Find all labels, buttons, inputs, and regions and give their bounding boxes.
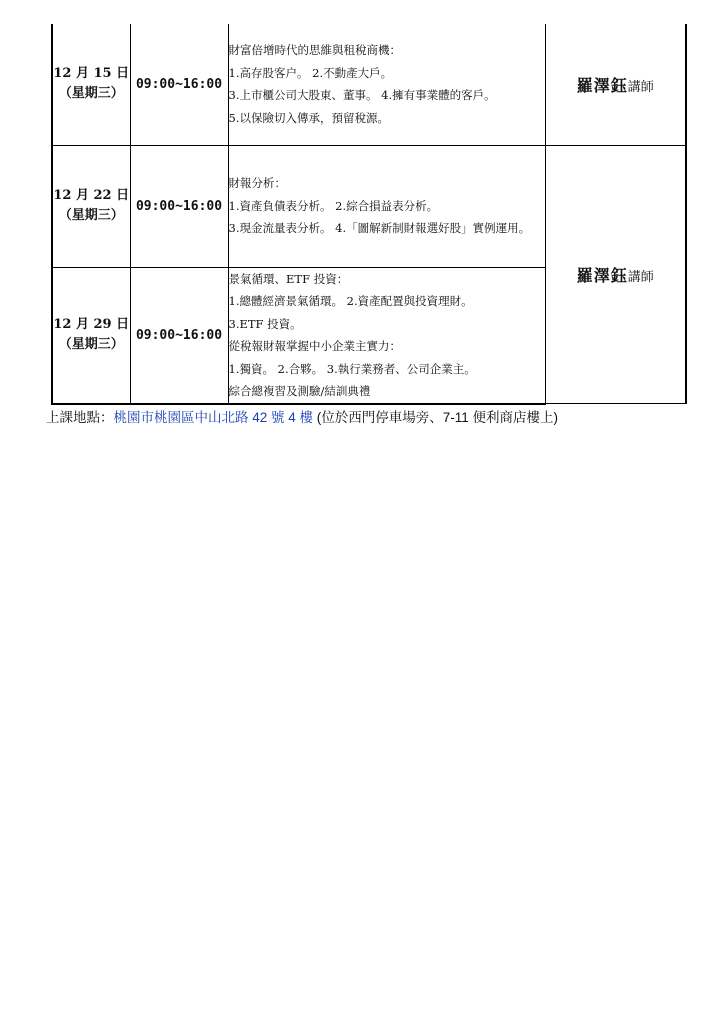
teacher-name: 羅澤鈺 [576,265,628,285]
location-address: 桃園市桃園區中山北路 42 號 4 樓 [113,410,314,425]
table-row [52,145,686,267]
content-line: 1.資產負債表分析。 2.綜合損益表分析。 [228,198,439,213]
content-line: 從稅報財報掌握中小企業主實力： [228,339,401,353]
teacher-cell [545,145,686,404]
content-line: 3.上市櫃公司大股東、董事。 4.擁有事業體的客戶。 [228,88,496,103]
content-line: 1.獨資。 2.合夥。 3.執行業務者、公司企業主。 [228,361,476,376]
class-location [46,406,558,426]
content-line: 5.以保險切入傳承，預留稅源。 [228,110,389,125]
table-row [52,24,686,145]
content-line: 3.現金流量表分析。 4.「圖解新制財報選好股」實例運用。 [228,221,531,236]
location-label: 上課地點： [46,410,114,425]
time-cell: 09:00~16:00 [130,267,228,404]
date-text: 12 月 15 日 [53,66,130,82]
content-line: 1.總體經濟景氣循環。 2.資產配置與投資理財。 [228,294,473,308]
content-line: 景氣循環、ETF 投資： [228,271,349,286]
location-note: (位於西門停車場旁、7-11 便利商店樓上) [313,410,559,425]
content-cell [228,267,545,404]
content-line: 1.高存股客户。 2.不動產大戶。 [228,65,393,80]
content-cell [228,24,545,145]
date-cell [52,24,130,145]
content-line: 財富倍增時代的思維與租稅商機： [228,43,401,58]
date-cell [52,267,130,404]
content-cell [228,145,545,267]
time-cell: 09:00~16:00 [130,145,228,267]
weekday-text: （星期三） [58,337,124,352]
weekday-text: （星期三） [58,86,124,102]
teacher-title: 講師 [627,269,654,285]
weekday-text: （星期三） [58,208,124,223]
course-schedule-table [51,24,687,405]
date-cell [52,145,130,267]
time-cell: 09:00~16:00 [130,24,228,145]
content-line: 3.ETF 投資。 [228,316,302,331]
content-line: 財報分析： [228,176,286,191]
teacher-cell [545,24,686,145]
teacher-name: 羅澤鈺 [576,75,628,95]
teacher-title: 講師 [627,79,654,95]
date-text: 12 月 29 日 [53,317,130,332]
date-text: 12 月 22 日 [53,188,130,203]
content-line: 綜合總複習及測驗/結訓典禮 [228,384,371,398]
